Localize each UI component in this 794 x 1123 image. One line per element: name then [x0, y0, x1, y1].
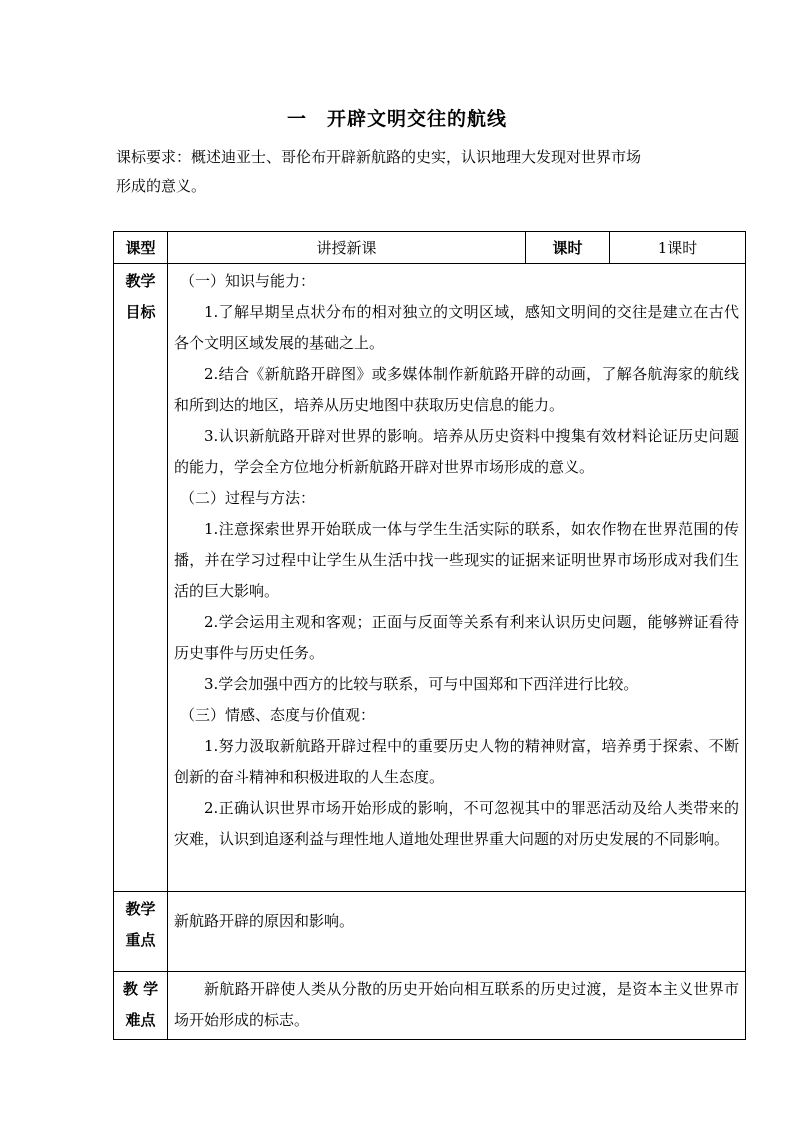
difficulty-text: 新航路开辟使人类从分散的历史开始向相互联系的历史过渡，是资本主义世界市场开始形成的标志。	[174, 980, 739, 1029]
requirement-line-1: 课标要求：概述迪亚士、哥伦布开辟新航路的史实，认识地理大发现对世界市场	[116, 148, 642, 166]
goals-section-heading: （二）过程与方法：	[180, 489, 316, 507]
header-row	[114, 232, 746, 264]
focus-content: 新航路开辟的原因和影响。	[168, 892, 746, 972]
goals-item: 2.结合《新航路开辟图》或多媒体制作新航路开辟的动画，了解各航海家的航线和所到达的地区，培养从历史地图中获取历史信息的能力。	[174, 365, 739, 414]
difficulty-label-line-2: 难点	[125, 1011, 156, 1029]
goals-row	[114, 264, 746, 892]
goals-label-line-2: 目标	[125, 303, 156, 321]
focus-label-line-2: 重点	[125, 931, 156, 949]
focus-label-line-1: 教学	[125, 900, 156, 918]
focus-label	[114, 892, 168, 972]
goals-item: 1.努力汲取新航路开辟过程中的重要历史人物的精神财富，培养勇于探索、不断创新的奋斗精神和积极进取的人生态度。	[174, 737, 739, 786]
lesson-hours-value: 1课时	[610, 232, 746, 264]
goals-item: 3.学会加强中西方的比较与联系，可与中国郑和下西洋进行比较。	[204, 675, 639, 693]
difficulty-label	[114, 972, 168, 1040]
goals-item: 2.正确认识世界市场开始形成的影响，不可忽视其中的罪恶活动及给人类带来的灾难，认识到追逐利益与理性地人道地处理世界重大问题的对历史发展的不同影响。	[174, 799, 739, 848]
goals-item: 2.学会运用主观和客观；正面与反面等关系有利来认识历史问题，能够辨证看待历史事件与历史任务。	[174, 613, 739, 662]
goals-label-line-1: 教学	[125, 272, 156, 290]
lesson-type-label: 课型	[114, 232, 168, 264]
curriculum-requirement	[116, 143, 696, 201]
page-title: 一 开辟文明交往的航线	[286, 108, 507, 130]
lesson-type-value: 讲授新课	[168, 232, 526, 264]
goals-section-heading: （一）知识与能力：	[180, 272, 316, 290]
focus-row	[114, 892, 746, 972]
difficulty-content	[168, 972, 746, 1040]
lesson-hours-label: 课时	[526, 232, 610, 264]
difficulty-row	[114, 972, 746, 1040]
lesson-plan-table	[113, 231, 746, 1040]
goals-section-heading: （三）情感、态度与价值观：	[180, 706, 376, 724]
goals-content	[168, 264, 746, 892]
goals-item: 3.认识新航路开辟对世界的影响。培养从历史资料中搜集有效材料论证历史问题的能力，学会全方位地分析新航路开辟对世界市场形成的意义。	[174, 427, 739, 476]
goals-label	[114, 264, 168, 892]
requirement-line-2: 形成的意义。	[116, 177, 207, 195]
goals-paragraphs	[174, 266, 739, 855]
difficulty-label-line-1: 教 学	[122, 980, 159, 998]
goals-item: 1.注意探索世界开始联成一体与学生生活实际的联系，如农作物在世界范围的传播，并在学习过程中让学生从生活中找一些现实的证据来证明世界市场形成对我们生活的巨大影响。	[174, 520, 739, 600]
goals-item: 1.了解早期呈点状分布的相对独立的文明区域，感知文明间的交往是建立在古代各个文明区域发展的基础之上。	[174, 303, 739, 352]
